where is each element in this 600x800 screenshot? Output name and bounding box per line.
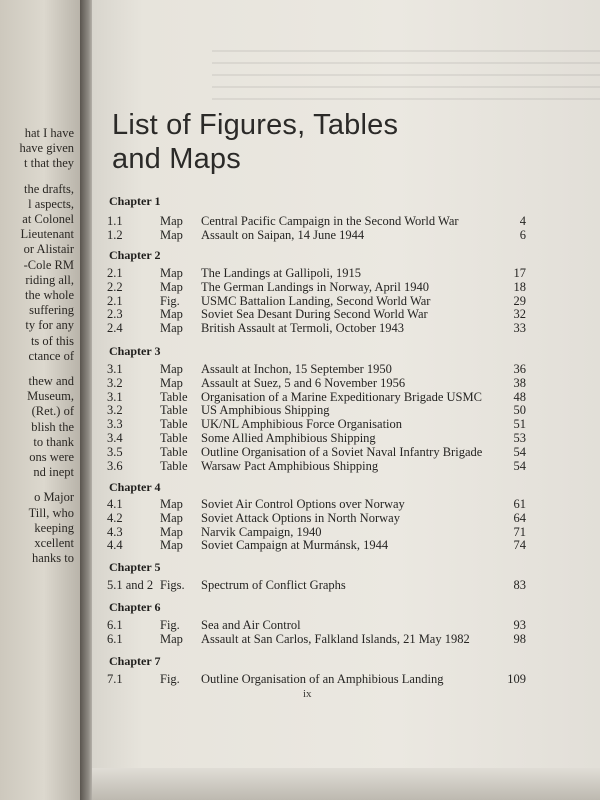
contents-entry xyxy=(0,362,600,376)
entry-type: Map xyxy=(160,362,183,376)
chapter-heading: Chapter 1 xyxy=(109,194,161,208)
left-text-line: ctance of xyxy=(28,348,74,363)
contents-entry xyxy=(0,445,600,459)
left-text-line: Lieutenant xyxy=(20,227,74,242)
entry-number: 1.1 xyxy=(107,214,123,228)
left-text-line: suffering xyxy=(29,303,74,318)
left-text-line: thew and xyxy=(28,374,74,389)
entry-number: 6.1 xyxy=(107,631,123,646)
entry-number: 2.1 xyxy=(107,293,123,308)
entry-caption: US Amphibious Shipping xyxy=(201,403,330,418)
entry-type: Table xyxy=(160,403,188,418)
entry-page: 54 xyxy=(513,444,526,459)
entry-number: 3.5 xyxy=(107,444,123,459)
entry-type: Map xyxy=(160,524,183,539)
entry-number: 2.2 xyxy=(107,279,123,294)
left-text-line: the whole xyxy=(25,288,74,303)
entry-page: 109 xyxy=(507,672,526,686)
entry-page: 38 xyxy=(513,375,526,390)
entry-page: 48 xyxy=(513,389,526,404)
left-text-line: hat I have xyxy=(24,126,74,140)
entry-page: 71 xyxy=(513,524,526,539)
left-text-line: at Colonel xyxy=(22,212,74,227)
left-text-line: ts of this xyxy=(30,333,74,348)
contents-entry xyxy=(0,538,600,552)
page-number: ix xyxy=(303,688,312,700)
left-text-line: riding all, xyxy=(25,272,74,287)
entry-caption: Soviet Air Control Options over Norway xyxy=(201,497,405,511)
entry-number: 3.2 xyxy=(107,403,123,418)
entry-page: 18 xyxy=(513,279,526,294)
entry-page: 74 xyxy=(513,538,526,553)
entry-number: 6.1 xyxy=(107,618,123,632)
entry-number: 3.1 xyxy=(107,362,123,376)
paragraph-gap xyxy=(0,172,74,182)
chapter-heading: Chapter 2 xyxy=(109,248,161,262)
paragraph-gap xyxy=(0,480,74,490)
contents-entry xyxy=(0,525,600,539)
entry-type: Map xyxy=(160,375,183,390)
entry-page: 29 xyxy=(513,293,526,308)
entry-number: 2.1 xyxy=(107,266,123,280)
entry-caption: Some Allied Amphibious Shipping xyxy=(201,431,376,445)
entry-number: 5.1 and 2 xyxy=(107,578,154,592)
contents-entry xyxy=(0,672,600,686)
contents-entry xyxy=(0,294,600,308)
entry-page: 36 xyxy=(513,362,526,376)
entry-type: Fig. xyxy=(160,618,180,632)
page-title xyxy=(112,108,472,176)
entry-caption: Spectrum of Conflict Graphs xyxy=(201,578,346,592)
entry-page: 54 xyxy=(513,458,526,473)
left-text-line: t that they xyxy=(24,156,74,171)
contents-entry xyxy=(0,511,600,525)
entry-page: 53 xyxy=(513,431,526,445)
entry-caption: Assault at San Carlos, Falkland Islands, 21 May 1982 xyxy=(201,631,470,646)
entry-number: 3.2 xyxy=(107,375,123,390)
left-text-line: o Major xyxy=(34,490,74,505)
contents-entry xyxy=(0,403,600,417)
contents-entry xyxy=(0,578,600,592)
left-text-line: Museum, xyxy=(27,389,74,404)
entry-caption: Central Pacific Campaign in the Second World War xyxy=(201,214,459,228)
chapter-heading: Chapter 5 xyxy=(109,560,161,574)
entry-type: Map xyxy=(160,227,183,242)
entry-caption: Sea and Air Control xyxy=(201,618,301,632)
entry-number: 4.2 xyxy=(107,510,123,525)
title-line-1: List of Figures, Tables xyxy=(112,109,399,141)
entry-number: 3.3 xyxy=(107,417,123,432)
entry-type: Table xyxy=(160,417,188,432)
entry-caption: Soviet Attack Options in North Norway xyxy=(201,510,400,525)
left-text-line: ty for any xyxy=(25,318,74,333)
entry-page: 64 xyxy=(513,510,526,525)
entry-page: 50 xyxy=(513,403,526,418)
entry-page: 32 xyxy=(513,307,526,322)
entry-page: 93 xyxy=(513,618,526,632)
contents-entry xyxy=(0,307,600,321)
left-text-line: l aspects, xyxy=(28,196,74,211)
entry-page: 83 xyxy=(513,578,526,592)
entry-caption: British Assault at Termoli, October 1943 xyxy=(201,321,405,336)
entry-caption: Assault at Inchon, 15 September 1950 xyxy=(201,362,392,376)
entry-type: Fig. xyxy=(160,293,180,308)
contents-entry xyxy=(0,417,600,431)
left-text-line: Till, who xyxy=(28,505,74,520)
entry-type: Table xyxy=(160,444,188,459)
entry-type: Map xyxy=(160,510,183,525)
entry-type: Map xyxy=(160,497,183,511)
entry-number: 4.4 xyxy=(107,538,123,553)
left-text-line: ons were xyxy=(29,450,74,465)
entry-number: 4.1 xyxy=(107,497,123,511)
entry-type: Map xyxy=(160,279,183,294)
show-through-text xyxy=(212,50,600,110)
entry-type: Map xyxy=(160,631,183,646)
entry-type: Map xyxy=(160,321,183,336)
contents-entry xyxy=(0,280,600,294)
entry-page: 51 xyxy=(513,417,526,432)
left-text-line: hanks to xyxy=(31,551,74,566)
left-text-line: blish the xyxy=(31,419,74,434)
entry-caption: Narvik Campaign, 1940 xyxy=(201,524,322,539)
entry-type: Map xyxy=(160,307,183,322)
entry-type: Table xyxy=(160,431,188,445)
entry-page: 6 xyxy=(519,227,526,242)
chapter-heading: Chapter 6 xyxy=(109,600,161,614)
contents-entry xyxy=(0,497,600,511)
entry-caption: Outline Organisation of a Soviet Naval Infantry Brigade xyxy=(201,444,483,459)
contents-entry xyxy=(0,214,600,228)
left-text-line: to thank xyxy=(33,434,74,449)
entry-type: Map xyxy=(160,538,183,553)
entry-type: Fig. xyxy=(160,672,180,686)
entry-number: 2.3 xyxy=(107,307,123,322)
contents-entry xyxy=(0,618,600,632)
contents-entry xyxy=(0,321,600,335)
entry-caption: Soviet Campaign at Murmánsk, 1944 xyxy=(201,538,389,553)
entry-caption: Soviet Sea Desant During Second World War xyxy=(201,307,428,322)
entry-number: 4.3 xyxy=(107,524,123,539)
chapter-heading: Chapter 3 xyxy=(109,344,161,358)
left-text-line: keeping xyxy=(34,520,74,535)
entry-caption: UK/NL Amphibious Force Organisation xyxy=(201,417,403,432)
entry-page: 98 xyxy=(513,631,526,646)
entry-type: Table xyxy=(160,458,188,473)
entry-caption: Outline Organisation of an Amphibious Landing xyxy=(201,672,444,686)
entry-caption: Assault at Suez, 5 and 6 November 1956 xyxy=(201,375,406,390)
title-line-2: and Maps xyxy=(112,143,241,175)
contents-entry xyxy=(0,632,600,646)
contents-entry xyxy=(0,431,600,445)
entry-caption: The German Landings in Norway, April 1940 xyxy=(201,279,429,294)
left-text-line: have given xyxy=(19,141,74,156)
left-text-line: nd inept xyxy=(33,465,74,480)
entry-page: 4 xyxy=(519,214,526,228)
contents-entry xyxy=(0,376,600,390)
entry-number: 2.4 xyxy=(107,321,123,336)
entry-type: Figs. xyxy=(160,578,185,592)
entry-caption: USMC Battalion Landing, Second World War xyxy=(201,293,431,308)
entry-page: 17 xyxy=(513,266,526,280)
entry-number: 3.6 xyxy=(107,458,123,473)
entry-number: 7.1 xyxy=(107,672,123,686)
contents-entry xyxy=(0,390,600,404)
left-text-line: xcellent xyxy=(34,536,74,551)
entry-caption: Assault on Saipan, 14 June 1944 xyxy=(201,227,365,242)
page-bottom-shadow xyxy=(92,768,600,800)
entry-number: 3.1 xyxy=(107,389,123,404)
left-text-line: or Alistair xyxy=(23,242,74,257)
contents-entry xyxy=(0,459,600,473)
left-text-line: (Ret.) of xyxy=(31,404,74,419)
entry-number: 1.2 xyxy=(107,227,123,242)
entry-type: Map xyxy=(160,214,183,228)
chapter-heading: Chapter 7 xyxy=(109,654,161,668)
entry-caption: Organisation of a Marine Expeditionary Brigade USMC xyxy=(201,389,482,404)
entry-page: 33 xyxy=(513,321,526,336)
entry-caption: Warsaw Pact Amphibious Shipping xyxy=(201,458,379,473)
entry-type: Map xyxy=(160,266,183,280)
entry-type: Table xyxy=(160,389,188,404)
contents-entry xyxy=(0,266,600,280)
chapter-heading: Chapter 4 xyxy=(109,480,161,494)
entry-page: 61 xyxy=(513,497,526,511)
entry-caption: The Landings at Gallipoli, 1915 xyxy=(201,266,362,280)
entry-number: 3.4 xyxy=(107,431,123,445)
left-text-line: -Cole RM xyxy=(23,257,74,272)
left-text-line: the drafts, xyxy=(24,181,74,196)
contents-entry xyxy=(0,228,600,242)
